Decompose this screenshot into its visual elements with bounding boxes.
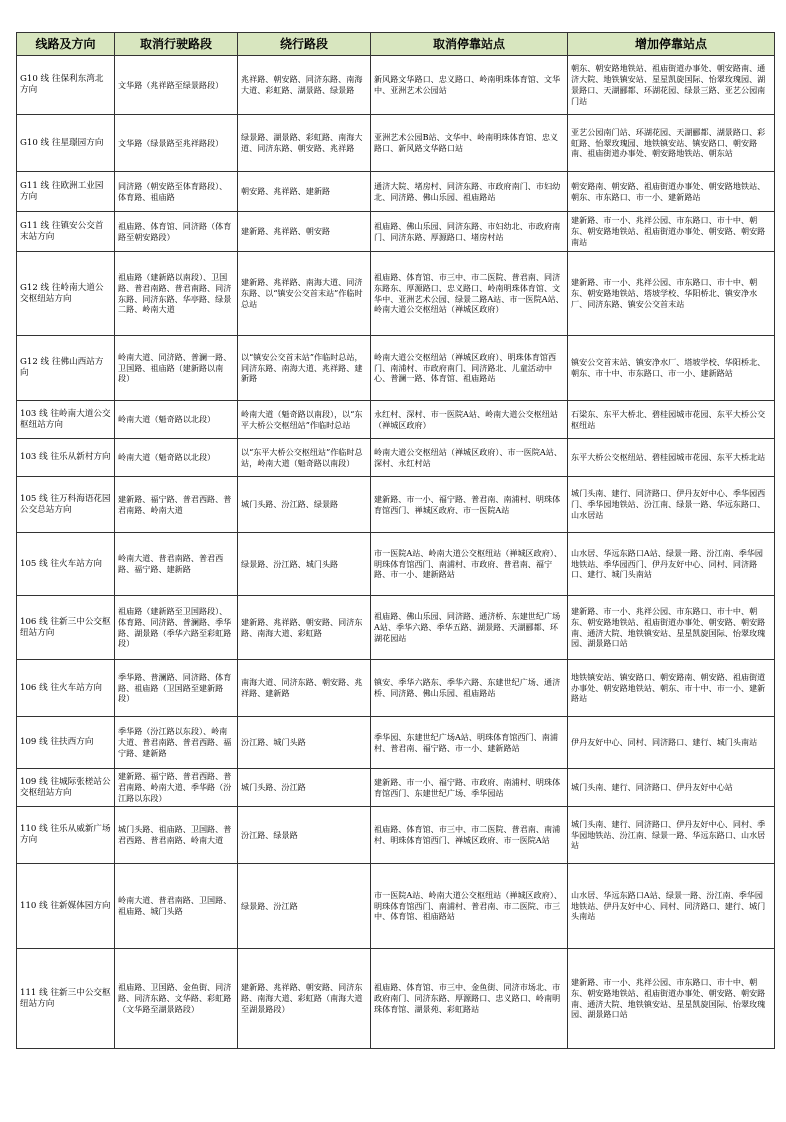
detour-segments-cell: 汾江路、绿景路 bbox=[238, 807, 371, 864]
cancelled-stops-cell: 岭南大道公交枢纽站（禅城区政府）、明珠体育馆西门、南浦村、市政府南门、同济路北、儿童活动中心、普澜一路、体育馆、祖庙路站 bbox=[371, 336, 568, 401]
route-direction-cell: 106 线 往新三中公交枢纽站方向 bbox=[17, 596, 115, 660]
cancelled-stops-cell: 建新路、市一小、福宁路、普君南、南浦村、明珠体育馆西门、禅城区政府、市一医院A站 bbox=[371, 477, 568, 533]
cancelled-segments-cell: 文华路（绿景路至兆祥路段） bbox=[115, 115, 238, 172]
header-route-direction: 线路及方向 bbox=[17, 33, 115, 56]
table-row bbox=[17, 769, 775, 807]
header-cancelled-segments: 取消行驶路段 bbox=[115, 33, 238, 56]
cancelled-stops-cell: 祖庙路、体育馆、市三中、市二医院、普君南、南浦村、明珠体育馆西门、禅城区政府、市一医院A站 bbox=[371, 807, 568, 864]
cancelled-stops-cell: 岭南大道公交枢纽站（禅城区政府）、市一医院A站、深村、永红村站 bbox=[371, 439, 568, 477]
cancelled-segments-cell: 城门头路、祖庙路、卫国路、普君西路、普君南路、岭南大道 bbox=[115, 807, 238, 864]
detour-segments-cell: 岭南大道（魁奇路以南段），以“东平大桥公交枢纽站”作临时总站 bbox=[238, 401, 371, 439]
header-detour-segments: 绕行路段 bbox=[238, 33, 371, 56]
route-direction-cell: G10 线 往保利东湾北方向 bbox=[17, 56, 115, 115]
table-row bbox=[17, 807, 775, 864]
added-stops-cell: 城门头南、建行、同济路口、伊丹友好中心、季华园西门、季华园地铁站、汾江南、绿景一路、华远东路口、山水居站 bbox=[568, 477, 775, 533]
detour-segments-cell: 兆祥路、朝安路、同济东路、南海大道、彩虹路、湖景路、绿景路 bbox=[238, 56, 371, 115]
cancelled-segments-cell: 建新路、福宁路、普君西路、普君南路、岭南大道、季华路（汾江路以东段） bbox=[115, 769, 238, 807]
cancelled-segments-cell: 季华路（汾江路以东段）、岭南大道、普君南路、普君西路、福宁路、建新路 bbox=[115, 717, 238, 769]
table-row bbox=[17, 949, 775, 1049]
route-direction-cell: 103 线 往岭南大道公交枢纽站方向 bbox=[17, 401, 115, 439]
route-adjustment-table bbox=[16, 32, 775, 1049]
route-direction-cell: 103 线 往乐从新村方向 bbox=[17, 439, 115, 477]
cancelled-stops-cell: 市一医院A站、岭南大道公交枢纽站（禅城区政府）、明珠体育馆西门、南浦村、普君南、市二医院、市三中、体育馆、祖庙路站 bbox=[371, 864, 568, 949]
header-cancelled-stops: 取消停靠站点 bbox=[371, 33, 568, 56]
cancelled-stops-cell: 祖庙路、佛山乐园、同济路、通济桥、东建世纪广场A站、季华六路、季华五路、湖景路、天湖郦都、环湖花园站 bbox=[371, 596, 568, 660]
table-row bbox=[17, 56, 775, 115]
detour-segments-cell: 城门头路、汾江路 bbox=[238, 769, 371, 807]
table-row bbox=[17, 533, 775, 596]
detour-segments-cell: 以“镇安公交首末站”作临时总站，同济东路、南海大道、兆祥路、建新路 bbox=[238, 336, 371, 401]
cancelled-stops-cell: 新风路文华路口、忠义路口、岭南明珠体育馆、文华中、亚洲艺术公园站 bbox=[371, 56, 568, 115]
detour-segments-cell: 以“东平大桥公交枢纽站”作临时总站，岭南大道（魁奇路以南段） bbox=[238, 439, 371, 477]
route-direction-cell: G10 线 往星璟园方向 bbox=[17, 115, 115, 172]
cancelled-stops-cell: 镇安、季华六路东、季华六路、东建世纪广场、通济桥、同济路、佛山乐园、祖庙路站 bbox=[371, 660, 568, 717]
cancelled-stops-cell: 通济大院、堵房村、同济东路、市政府南门、市妇幼北、同济路、佛山乐园、祖庙路站 bbox=[371, 172, 568, 212]
table-header-row bbox=[17, 33, 775, 56]
table-row bbox=[17, 717, 775, 769]
detour-segments-cell: 城门头路、汾江路、绿景路 bbox=[238, 477, 371, 533]
added-stops-cell: 建新路、市一小、兆祥公园、市东路口、市十中、朝东、朝安路地铁站、祖庙街道办事处、朝安路、朝安路南、通济大院、地铁镇安站、星星凯旋国际、怡翠玫瑰园、湖景路口站 bbox=[568, 596, 775, 660]
cancelled-segments-cell: 岭南大道（魁奇路以北段） bbox=[115, 401, 238, 439]
header-added-stops: 增加停靠站点 bbox=[568, 33, 775, 56]
route-direction-cell: 109 线 往扶西方向 bbox=[17, 717, 115, 769]
table-row bbox=[17, 401, 775, 439]
added-stops-cell: 亚艺公园南门站、环湖花园、天湖郦都、湖景路口、彩虹路、怡翠玫瑰园、地铁镇安站、镇安路口、朝安路南、祖庙街道办事处、朝安路地铁站、朝东站 bbox=[568, 115, 775, 172]
route-direction-cell: 106 线 往火车站方向 bbox=[17, 660, 115, 717]
cancelled-stops-cell: 建新路、市一小、福宁路、市政府、南浦村、明珠体育馆西门、东建世纪广场、季华园站 bbox=[371, 769, 568, 807]
added-stops-cell: 建新路、市一小、兆祥公园、市东路口、市十中、朝东、朝安路地铁站、塔坡学校、华阳桥北、镇安净水厂、同济东路、镇安公交首末站 bbox=[568, 252, 775, 336]
cancelled-segments-cell: 文华路（兆祥路至绿景路段） bbox=[115, 56, 238, 115]
added-stops-cell: 城门头南、建行、同济路口、伊丹友好中心站 bbox=[568, 769, 775, 807]
cancelled-stops-cell: 祖庙路、佛山乐园、同济东路、市妇幼北、市政府南门、同济东路、厚源路口、堵房村站 bbox=[371, 212, 568, 252]
cancelled-segments-cell: 祖庙路、卫国路、金鱼街、同济路、同济东路、文华路、彩虹路（文华路至湖景路段） bbox=[115, 949, 238, 1049]
route-direction-cell: G12 线 往岭南大道公交枢纽站方向 bbox=[17, 252, 115, 336]
table-body bbox=[17, 56, 775, 1049]
table-row bbox=[17, 336, 775, 401]
cancelled-segments-cell: 岭南大道（魁奇路以北段） bbox=[115, 439, 238, 477]
cancelled-segments-cell: 祖庙路（建新路以南段）、卫国路、普君南路、普君南路、同济东路、同济东路、华亭路、绿景二路、岭南大道 bbox=[115, 252, 238, 336]
table-row bbox=[17, 864, 775, 949]
table-row bbox=[17, 439, 775, 477]
cancelled-segments-cell: 祖庙路、体育馆、同济路（体育路至朝安路段） bbox=[115, 212, 238, 252]
cancelled-segments-cell: 岭南大道、普君南路、卫国路、祖庙路、城门头路 bbox=[115, 864, 238, 949]
added-stops-cell: 城门头南、建行、同济路口、伊丹友好中心、同村、季华园地铁站、汾江南、绿景一路、华远东路口、山水居站 bbox=[568, 807, 775, 864]
table-row bbox=[17, 115, 775, 172]
cancelled-segments-cell: 祖庙路（建新路至卫国路段）、体育路、同济路、普澜路、季华路、湖景路（季华六路至彩虹路段） bbox=[115, 596, 238, 660]
table-row bbox=[17, 172, 775, 212]
route-direction-cell: G11 线 往镇安公交首末站方向 bbox=[17, 212, 115, 252]
route-direction-cell: 111 线 往新三中公交枢纽站方向 bbox=[17, 949, 115, 1049]
cancelled-segments-cell: 建新路、福宁路、普君西路、普君南路、岭南大道 bbox=[115, 477, 238, 533]
route-direction-cell: G11 线 往欧洲工业园方向 bbox=[17, 172, 115, 212]
cancelled-segments-cell: 同济路（朝安路至体育路段）、体育路、祖庙路 bbox=[115, 172, 238, 212]
added-stops-cell: 朝安路南、朝安路、祖庙街道办事处、朝安路地铁站、朝东、市东路口、市一小、建新路站 bbox=[568, 172, 775, 212]
route-direction-cell: G12 线 往佛山西站方向 bbox=[17, 336, 115, 401]
detour-segments-cell: 朝安路、兆祥路、建新路 bbox=[238, 172, 371, 212]
added-stops-cell: 地铁镇安站、镇安路口、朝安路南、朝安路、祖庙街道办事处、朝安路地铁站、朝东、市十中、市一小、建新路站 bbox=[568, 660, 775, 717]
route-direction-cell: 110 线 往新媒体园方向 bbox=[17, 864, 115, 949]
route-direction-cell: 105 线 往万科海语花园公交总站方向 bbox=[17, 477, 115, 533]
added-stops-cell: 山水居、华远东路口A站、绿景一路、汾江南、季华园地铁站、季华园西门、伊丹友好中心、同村、同济路口、建行、城门头南站 bbox=[568, 533, 775, 596]
cancelled-stops-cell: 市一医院A站、岭南大道公交枢纽站（禅城区政府）、明珠体育馆西门、南浦村、市政府、普君南、福宁路、市一小、建新路站 bbox=[371, 533, 568, 596]
table-row bbox=[17, 596, 775, 660]
table-row bbox=[17, 477, 775, 533]
detour-segments-cell: 建新路、兆祥路、朝安路、同济东路、南海大道、彩虹路（南海大道至湖景路段） bbox=[238, 949, 371, 1049]
cancelled-segments-cell: 季华路、普澜路、同济路、体育路、祖庙路（卫国路至建新路段） bbox=[115, 660, 238, 717]
cancelled-stops-cell: 永红村、深村、市一医院A站、岭南大道公交枢纽站（禅城区政府） bbox=[371, 401, 568, 439]
added-stops-cell: 建新路、市一小、兆祥公园、市东路口、市十中、朝东、朝安路地铁站、祖庙街道办事处、朝安路、朝安路南站 bbox=[568, 212, 775, 252]
table-row bbox=[17, 212, 775, 252]
route-direction-cell: 105 线 往火车站方向 bbox=[17, 533, 115, 596]
cancelled-stops-cell: 祖庙路、体育馆、市三中、市二医院、普君南、同济东路东、厚源路口、忠义路口、岭南明珠体育馆、文华中、亚洲艺术公园、绿景二路A站、市一医院A站、岭南大道公交枢纽站（禅城区政府） bbox=[371, 252, 568, 336]
added-stops-cell: 建新路、市一小、兆祥公园、市东路口、市十中、朝东、朝安路地铁站、祖庙街道办事处、朝安路、朝安路南、通济大院、地铁镇安站、星星凯旋国际、怡翠玫瑰园、湖景路口站 bbox=[568, 949, 775, 1049]
detour-segments-cell: 南海大道、同济东路、朝安路、兆祥路、建新路 bbox=[238, 660, 371, 717]
detour-segments-cell: 绿景路、汾江路、城门头路 bbox=[238, 533, 371, 596]
cancelled-segments-cell: 岭南大道、普君南路、普君西路、福宁路、建新路 bbox=[115, 533, 238, 596]
route-direction-cell: 109 线 往城际张槎站公交枢纽站方向 bbox=[17, 769, 115, 807]
added-stops-cell: 山水居、华远东路口A站、绿景一路、汾江南、季华园地铁站、伊丹友好中心、同村、同济路口、建行、城门头南站 bbox=[568, 864, 775, 949]
added-stops-cell: 石梁东、东平大桥北、碧桂园城市花园、东平大桥公交枢纽站 bbox=[568, 401, 775, 439]
added-stops-cell: 东平大桥公交枢纽站、碧桂园城市花园、东平大桥北站 bbox=[568, 439, 775, 477]
detour-segments-cell: 绿景路、汾江路 bbox=[238, 864, 371, 949]
added-stops-cell: 镇安公交首末站、镇安净水厂、塔坡学校、华阳桥北、朝东、市十中、市东路口、市一小、建新路站 bbox=[568, 336, 775, 401]
cancelled-stops-cell: 祖庙路、体育馆、市三中、金鱼街、同济市场北、市政府南门、同济东路、厚源路口、忠义路口、岭南明珠体育馆、湖景苑、彩虹路站 bbox=[371, 949, 568, 1049]
route-direction-cell: 110 线 往乐从威新广场方向 bbox=[17, 807, 115, 864]
added-stops-cell: 伊丹友好中心、同村、同济路口、建行、城门头南站 bbox=[568, 717, 775, 769]
table-row bbox=[17, 252, 775, 336]
cancelled-stops-cell: 季华园、东建世纪广场A站、明珠体育馆西门、南浦村、普君南、福宁路、市一小、建新路站 bbox=[371, 717, 568, 769]
table-row bbox=[17, 660, 775, 717]
added-stops-cell: 朝东、朝安路地铁站、祖庙街道办事处、朝安路南、通济大院、地铁镇安站、星星凯旋国际、怡翠玫瑰园、湖景路口、天湖郦都、环湖花园、绿景三路、亚艺公园南门站 bbox=[568, 56, 775, 115]
detour-segments-cell: 建新路、兆祥路、朝安路、同济东路、南海大道、彩虹路 bbox=[238, 596, 371, 660]
detour-segments-cell: 建新路、兆祥路、朝安路 bbox=[238, 212, 371, 252]
detour-segments-cell: 建新路、兆祥路、南海大道、同济东路、以“镇安公交首末站”作临时总站 bbox=[238, 252, 371, 336]
cancelled-stops-cell: 亚洲艺术公园B站、文华中、岭南明珠体育馆、忠义路口、新风路文华路口站 bbox=[371, 115, 568, 172]
detour-segments-cell: 绿景路、湖景路、彩虹路、南海大道、同济东路、朝安路、兆祥路 bbox=[238, 115, 371, 172]
cancelled-segments-cell: 岭南大道、同济路、普澜一路、卫国路、祖庙路（建新路以南段） bbox=[115, 336, 238, 401]
detour-segments-cell: 汾江路、城门头路 bbox=[238, 717, 371, 769]
